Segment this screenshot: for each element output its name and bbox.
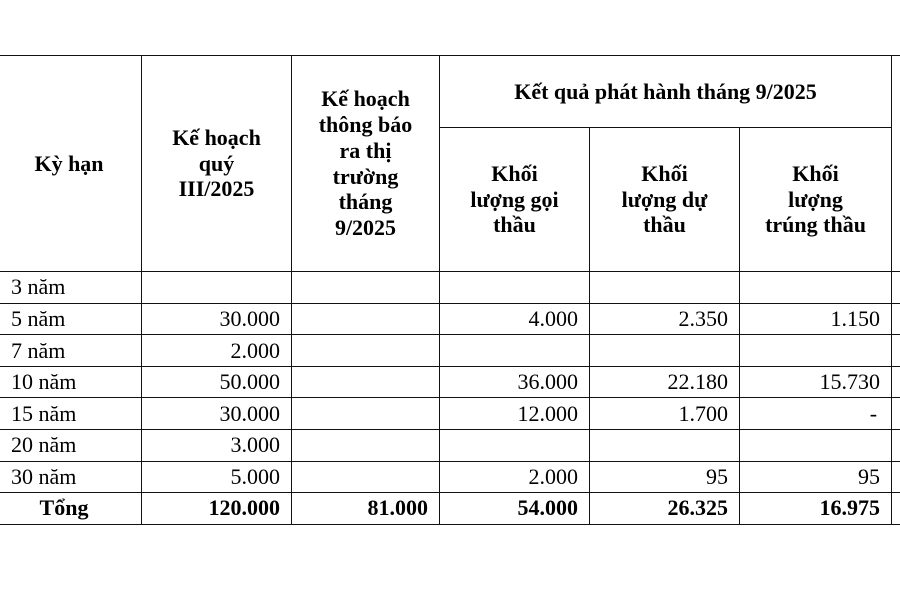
- total-won: 16.975: [740, 493, 892, 525]
- total-offered: 54.000: [440, 493, 590, 525]
- cell-edge: [892, 398, 900, 430]
- cell-term: 3 năm: [0, 272, 142, 304]
- cell-term: 10 năm: [0, 366, 142, 398]
- cell-plan-quarter: [142, 272, 292, 304]
- cell-edge: [892, 335, 900, 367]
- table-row: [0, 335, 900, 367]
- table-row: [0, 461, 900, 493]
- cell-offered: 4.000: [440, 303, 590, 335]
- cell-offered: 2.000: [440, 461, 590, 493]
- header-plan-quarter: Kế hoạch quý III/2025: [142, 56, 292, 272]
- cell-bid: 2.350: [590, 303, 740, 335]
- cell-offered: [440, 272, 590, 304]
- cell-bid: [590, 335, 740, 367]
- header-bid: Khối lượng dự thầu: [590, 128, 740, 272]
- cell-term: 30 năm: [0, 461, 142, 493]
- bond-issuance-table: [0, 55, 900, 525]
- cell-plan-announced: [292, 272, 440, 304]
- cell-plan-announced: [292, 398, 440, 430]
- cell-edge: [892, 272, 900, 304]
- cell-edge: [892, 366, 900, 398]
- cell-bid: 22.180: [590, 366, 740, 398]
- cell-edge: [892, 461, 900, 493]
- cell-won: [740, 272, 892, 304]
- cell-term: 15 năm: [0, 398, 142, 430]
- cell-offered: [440, 429, 590, 461]
- cell-plan-quarter: 30.000: [142, 303, 292, 335]
- cell-won: 15.730: [740, 366, 892, 398]
- cell-plan-quarter: 5.000: [142, 461, 292, 493]
- cell-edge: [892, 303, 900, 335]
- header-offered: Khối lượng gọi thầu: [440, 128, 590, 272]
- cell-plan-quarter: 3.000: [142, 429, 292, 461]
- cell-offered: 12.000: [440, 398, 590, 430]
- cell-plan-announced: [292, 335, 440, 367]
- cell-offered: [440, 335, 590, 367]
- cell-plan-quarter: 30.000: [142, 398, 292, 430]
- header-row-1: [0, 56, 900, 128]
- header-term: Kỳ hạn: [0, 56, 142, 272]
- total-label: Tổng: [0, 493, 142, 525]
- table-row: [0, 429, 900, 461]
- cell-term: 7 năm: [0, 335, 142, 367]
- cell-bid: 95: [590, 461, 740, 493]
- total-plan-announced: 81.000: [292, 493, 440, 525]
- cell-term: 20 năm: [0, 429, 142, 461]
- cell-plan-announced: [292, 461, 440, 493]
- header-edge-cell: [892, 56, 900, 272]
- table-row: [0, 272, 900, 304]
- cell-offered: 36.000: [440, 366, 590, 398]
- cell-won: 95: [740, 461, 892, 493]
- header-results-title: Kết quả phát hành tháng 9/2025: [440, 56, 892, 128]
- cell-won: 1.150: [740, 303, 892, 335]
- cell-edge: [892, 429, 900, 461]
- cell-bid: 1.700: [590, 398, 740, 430]
- cell-plan-quarter: 2.000: [142, 335, 292, 367]
- cell-plan-announced: [292, 303, 440, 335]
- total-bid: 26.325: [590, 493, 740, 525]
- cell-won: -: [740, 398, 892, 430]
- cell-bid: [590, 429, 740, 461]
- cell-plan-quarter: 50.000: [142, 366, 292, 398]
- total-plan-quarter: 120.000: [142, 493, 292, 525]
- header-won: Khối lượng trúng thầu: [740, 128, 892, 272]
- cell-won: [740, 335, 892, 367]
- table-row: [0, 366, 900, 398]
- cell-term: 5 năm: [0, 303, 142, 335]
- cell-plan-announced: [292, 429, 440, 461]
- header-plan-announced: Kế hoạch thông báo ra thị trường tháng 9/2025: [292, 56, 440, 272]
- table-row: [0, 303, 900, 335]
- total-row: [0, 493, 900, 525]
- cell-plan-announced: [292, 366, 440, 398]
- cell-won: [740, 429, 892, 461]
- cell-edge: [892, 493, 900, 525]
- table-row: [0, 398, 900, 430]
- cell-bid: [590, 272, 740, 304]
